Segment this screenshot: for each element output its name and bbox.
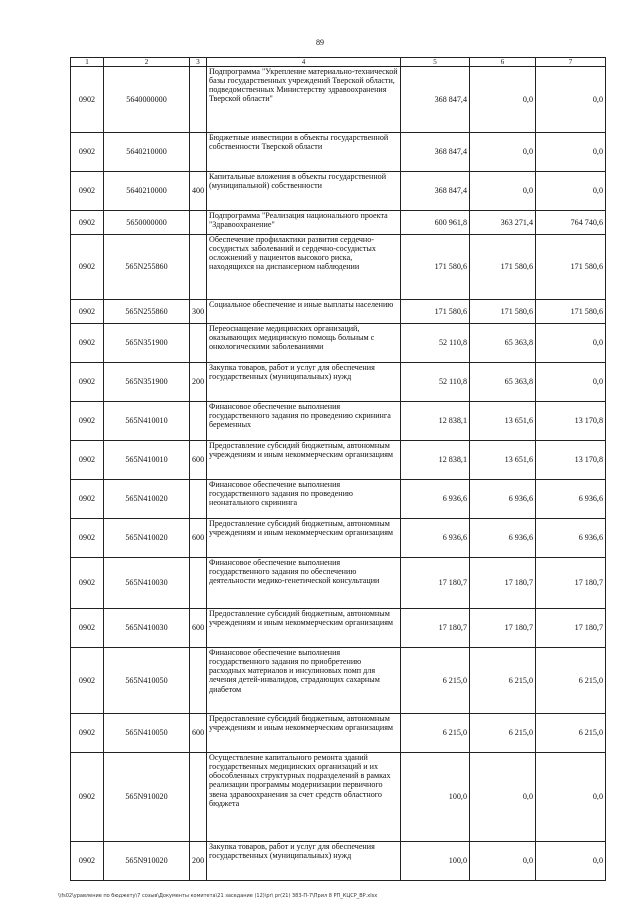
expense-type-code-cell: 300 [190,300,207,324]
expense-type-code-cell [190,211,207,235]
expense-type-code-cell: 200 [190,363,207,402]
amount-year-2-cell: 0,0 [470,753,536,842]
expense-type-code-cell [190,133,207,172]
amount-year-3-cell: 0,0 [536,324,606,363]
table-row [71,235,606,300]
table-row [71,519,606,558]
target-article-code-cell: 5640210000 [104,133,190,172]
section-code-cell: 0902 [71,300,104,324]
section-code-cell: 0902 [71,558,104,609]
amount-year-1-cell: 100,0 [401,842,470,881]
page-number: 89 [316,38,324,47]
target-article-code-cell: 565N410020 [104,480,190,519]
amount-year-2-cell: 13 651,6 [470,441,536,480]
amount-year-1-cell: 17 180,7 [401,558,470,609]
target-article-code-cell: 565N255860 [104,300,190,324]
amount-year-2-cell: 6 215,0 [470,648,536,714]
amount-year-2-cell: 13 651,6 [470,402,536,441]
target-article-code-cell: 565N410050 [104,648,190,714]
column-number-header: 4 [207,58,401,67]
table-row [71,480,606,519]
amount-year-2-cell: 171 580,6 [470,235,536,300]
table-body [71,67,606,881]
table-row [71,67,606,133]
target-article-code-cell: 565N351900 [104,363,190,402]
section-code-cell: 0902 [71,753,104,842]
section-code-cell: 0902 [71,172,104,211]
section-code-cell: 0902 [71,324,104,363]
amount-year-3-cell: 764 740,6 [536,211,606,235]
target-article-code-cell: 5640210000 [104,172,190,211]
amount-year-1-cell: 600 961,8 [401,211,470,235]
section-code-cell: 0902 [71,363,104,402]
amount-year-2-cell: 17 180,7 [470,558,536,609]
target-article-code-cell: 565N410010 [104,402,190,441]
amount-year-2-cell: 6 936,6 [470,519,536,558]
amount-year-3-cell: 171 580,6 [536,300,606,324]
item-name-cell: Финансовое обеспечение выполнения государственного задания по проведению неонатального скрининга [207,480,401,519]
amount-year-1-cell: 6 936,6 [401,480,470,519]
target-article-code-cell: 565N351900 [104,324,190,363]
amount-year-3-cell: 6 936,6 [536,480,606,519]
section-code-cell: 0902 [71,133,104,172]
header-row [71,58,606,67]
column-number-header: 7 [536,58,606,67]
column-number-header: 2 [104,58,190,67]
section-code-cell: 0902 [71,714,104,753]
section-code-cell: 0902 [71,211,104,235]
amount-year-3-cell: 13 170,8 [536,441,606,480]
amount-year-2-cell: 0,0 [470,133,536,172]
target-article-code-cell: 565N910020 [104,842,190,881]
amount-year-1-cell: 52 110,8 [401,324,470,363]
amount-year-2-cell: 17 180,7 [470,609,536,648]
amount-year-2-cell: 65 363,8 [470,324,536,363]
table-row [71,402,606,441]
target-article-code-cell: 5650000000 [104,211,190,235]
amount-year-3-cell: 0,0 [536,363,606,402]
table-row [71,211,606,235]
expense-type-code-cell: 200 [190,842,207,881]
amount-year-3-cell: 0,0 [536,67,606,133]
amount-year-2-cell: 171 580,6 [470,300,536,324]
amount-year-3-cell: 0,0 [536,133,606,172]
item-name-cell: Предоставление субсидий бюджетным, автономным учреждениям и иным некоммерческим организациям [207,609,401,648]
item-name-cell: Обеспечение профилактики развития сердечно-сосудистых заболеваний и сердечно-сосудистых осложнений у пациентов высокого риска, находящихся на диспансерном наблюдении [207,235,401,300]
amount-year-3-cell: 0,0 [536,842,606,881]
expense-type-code-cell [190,558,207,609]
expense-type-code-cell [190,480,207,519]
amount-year-2-cell: 0,0 [470,842,536,881]
amount-year-1-cell: 12 838,1 [401,402,470,441]
amount-year-1-cell: 6 215,0 [401,714,470,753]
target-article-code-cell: 565N410010 [104,441,190,480]
target-article-code-cell: 565N255860 [104,235,190,300]
item-name-cell: Социальное обеспечение и иные выплаты населению [207,300,401,324]
section-code-cell: 0902 [71,67,104,133]
expense-type-code-cell [190,67,207,133]
column-number-header: 3 [190,58,207,67]
item-name-cell: Предоставление субсидий бюджетным, автономным учреждениям и иным некоммерческим организациям [207,441,401,480]
amount-year-1-cell: 6 215,0 [401,648,470,714]
target-article-code-cell: 5640000000 [104,67,190,133]
target-article-code-cell: 565N410020 [104,519,190,558]
amount-year-3-cell: 17 180,7 [536,609,606,648]
item-name-cell: Осуществление капитального ремонта зданий государственных медицинских организаций и их обособленных структурных подразделений в рамках реализации программы модернизации первичного звена здравоохранения за счет средств областного бюджета [207,753,401,842]
item-name-cell: Закупка товаров, работ и услуг для обеспечения государственных (муниципальных) нужд [207,842,401,881]
amount-year-3-cell: 0,0 [536,753,606,842]
item-name-cell: Финансовое обеспечение выполнения государственного задания по обеспечению деятельности медико-генетической консультации [207,558,401,609]
item-name-cell: Финансовое обеспечение выполнения государственного задания по проведению скрининга беременных [207,402,401,441]
amount-year-1-cell: 17 180,7 [401,609,470,648]
item-name-cell: Подпрограмма "Реализация национального проекта "Здравоохранение" [207,211,401,235]
table-row [71,324,606,363]
section-code-cell: 0902 [71,402,104,441]
section-code-cell: 0902 [71,480,104,519]
amount-year-1-cell: 6 936,6 [401,519,470,558]
amount-year-2-cell: 0,0 [470,67,536,133]
section-code-cell: 0902 [71,519,104,558]
table-row [71,133,606,172]
item-name-cell: Капитальные вложения в объекты государственной (муниципальной) собственности [207,172,401,211]
amount-year-1-cell: 100,0 [401,753,470,842]
table-row [71,714,606,753]
amount-year-1-cell: 171 580,6 [401,300,470,324]
table-row [71,172,606,211]
amount-year-3-cell: 17 180,7 [536,558,606,609]
expense-type-code-cell: 600 [190,519,207,558]
amount-year-2-cell: 363 271,4 [470,211,536,235]
table-row [71,300,606,324]
item-name-cell: Финансовое обеспечение выполнения государственного задания по приобретению расходных материалов и инсулиновых помп для лечения детей-инвалидов, страдающих сахарным диабетом [207,648,401,714]
expense-type-code-cell [190,235,207,300]
budget-table [70,57,606,881]
amount-year-2-cell: 6 936,6 [470,480,536,519]
expense-type-code-cell: 400 [190,172,207,211]
expense-type-code-cell [190,402,207,441]
table-row [71,753,606,842]
amount-year-1-cell: 52 110,8 [401,363,470,402]
expense-type-code-cell [190,324,207,363]
amount-year-1-cell: 368 847,4 [401,172,470,211]
expense-type-code-cell: 600 [190,714,207,753]
expense-type-code-cell [190,648,207,714]
expense-type-code-cell: 600 [190,441,207,480]
section-code-cell: 0902 [71,441,104,480]
amount-year-3-cell: 6 936,6 [536,519,606,558]
amount-year-1-cell: 171 580,6 [401,235,470,300]
table-row [71,363,606,402]
item-name-cell: Бюджетные инвестиции в объекты государственной собственности Тверской области [207,133,401,172]
expense-type-code-cell: 600 [190,609,207,648]
target-article-code-cell: 565N410030 [104,558,190,609]
amount-year-1-cell: 368 847,4 [401,67,470,133]
table-row [71,441,606,480]
item-name-cell: Предоставление субсидий бюджетным, автономным учреждениям и иным некоммерческим организациям [207,714,401,753]
section-code-cell: 0902 [71,609,104,648]
amount-year-2-cell: 0,0 [470,172,536,211]
item-name-cell: Предоставление субсидий бюджетным, автономным учреждениям и иным некоммерческим организациям [207,519,401,558]
amount-year-2-cell: 6 215,0 [470,714,536,753]
target-article-code-cell: 565N410030 [104,609,190,648]
table-row [71,648,606,714]
expense-type-code-cell [190,753,207,842]
amount-year-3-cell: 6 215,0 [536,714,606,753]
item-name-cell: Подпрограмма "Укрепление материально-технической базы государственных учреждений Тверской области, подведомственных Министерству здравоохранения Тверской области" [207,67,401,133]
file-path-footer: \\fs02\уравление по бюджету\7 созыв\Документы комитета\21 заседание (12)\pr\ pr(21) 383-П-7\Прил 8 РП_КЦСР_ВР.xlsx [58,893,378,899]
column-number-header: 1 [71,58,104,67]
amount-year-1-cell: 368 847,4 [401,133,470,172]
table-row [71,842,606,881]
amount-year-3-cell: 6 215,0 [536,648,606,714]
amount-year-3-cell: 171 580,6 [536,235,606,300]
item-name-cell: Закупка товаров, работ и услуг для обеспечения государственных (муниципальных) нужд [207,363,401,402]
table-row [71,558,606,609]
target-article-code-cell: 565N910020 [104,753,190,842]
item-name-cell: Переоснащение медицинских организаций, оказывающих медицинскую помощь больным с онкологическими заболеваниями [207,324,401,363]
section-code-cell: 0902 [71,648,104,714]
amount-year-3-cell: 0,0 [536,172,606,211]
section-code-cell: 0902 [71,842,104,881]
section-code-cell: 0902 [71,235,104,300]
amount-year-3-cell: 13 170,8 [536,402,606,441]
amount-year-1-cell: 12 838,1 [401,441,470,480]
target-article-code-cell: 565N410050 [104,714,190,753]
column-number-header: 5 [401,58,470,67]
table-row [71,609,606,648]
amount-year-2-cell: 65 363,8 [470,363,536,402]
column-number-header: 6 [470,58,536,67]
